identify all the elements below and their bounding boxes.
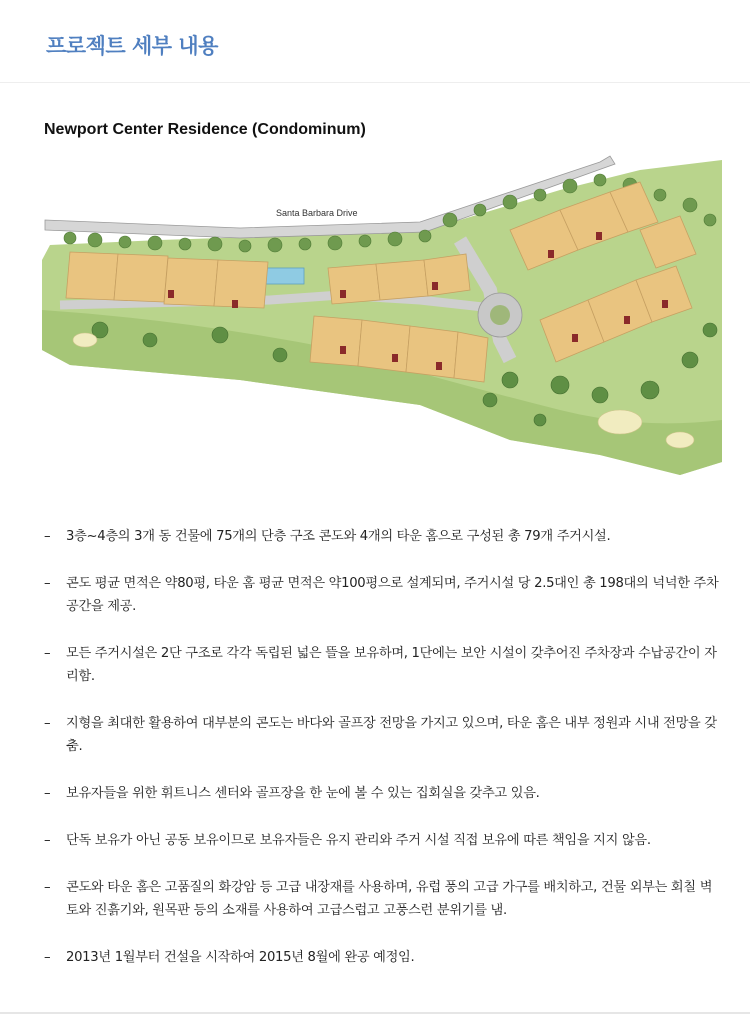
bullet-dash: – xyxy=(44,950,51,965)
project-details-list xyxy=(44,525,724,993)
bullet-dash: – xyxy=(44,786,51,801)
page-title: 프로젝트 세부 내용 xyxy=(46,34,218,58)
bullet-dash: – xyxy=(44,646,51,661)
detail-text: 2013년 1월부터 건설을 시작하여 2015년 8월에 완공 예정임. xyxy=(66,950,415,965)
project-name: Newport Center Residence (Condominum) xyxy=(44,121,366,138)
detail-text: 지형을 최대한 활용하여 대부분의 콘도는 바다와 골프장 전망을 가지고 있으며, 타운 홈은 내부 정원과 시내 전망을 갖춤. xyxy=(66,716,717,754)
detail-text: 모든 주거시설은 2단 구조로 각각 독립된 넓은 뜰을 보유하며, 1단에는 보안 시설이 갖추어진 주차장과 수납공간이 자리함. xyxy=(66,646,717,684)
detail-item xyxy=(44,782,724,805)
road-label: Santa Barbara Drive xyxy=(276,208,358,218)
detail-item xyxy=(44,876,724,922)
bullet-dash: – xyxy=(44,833,51,848)
detail-item xyxy=(44,572,724,618)
bottom-divider xyxy=(0,1012,750,1014)
site-plan-illustration xyxy=(40,150,722,500)
detail-text: 콘도와 타운 홈은 고품질의 화강암 등 고급 내장재를 사용하며, 유럽 풍의 고급 가구를 배치하고, 건물 외부는 회칠 벽토와 진흙기와, 원목판 등의 소재를 사용하여 고급스럽고 고풍스런 분위기를 냄. xyxy=(66,880,713,918)
bullet-dash: – xyxy=(44,880,51,895)
bullet-dash: – xyxy=(44,576,51,591)
detail-item xyxy=(44,525,724,548)
detail-text: 3층~4층의 3개 동 건물에 75개의 단층 구조 콘도와 4개의 타운 홈으로 구성된 총 79개 주거시설. xyxy=(66,529,611,544)
bullet-dash: – xyxy=(44,529,51,544)
detail-text: 단독 보유가 아닌 공동 보유이므로 보유자들은 유지 관리와 주거 시설 직접 보유에 따른 책임을 지지 않음. xyxy=(66,833,651,848)
detail-text: 보유자들을 위한 휘트니스 센터와 골프장을 한 눈에 볼 수 있는 집회실을 갖추고 있음. xyxy=(66,786,540,801)
detail-item xyxy=(44,946,724,969)
detail-item xyxy=(44,712,724,758)
detail-item xyxy=(44,642,724,688)
bullet-dash: – xyxy=(44,716,51,731)
detail-text: 콘도 평균 면적은 약80평, 타운 홈 평균 면적은 약100평으로 설계되며, 주거시설 당 2.5대인 총 198대의 넉넉한 주차 공간을 제공. xyxy=(66,576,719,614)
detail-item xyxy=(44,829,724,852)
title-divider xyxy=(0,82,750,83)
